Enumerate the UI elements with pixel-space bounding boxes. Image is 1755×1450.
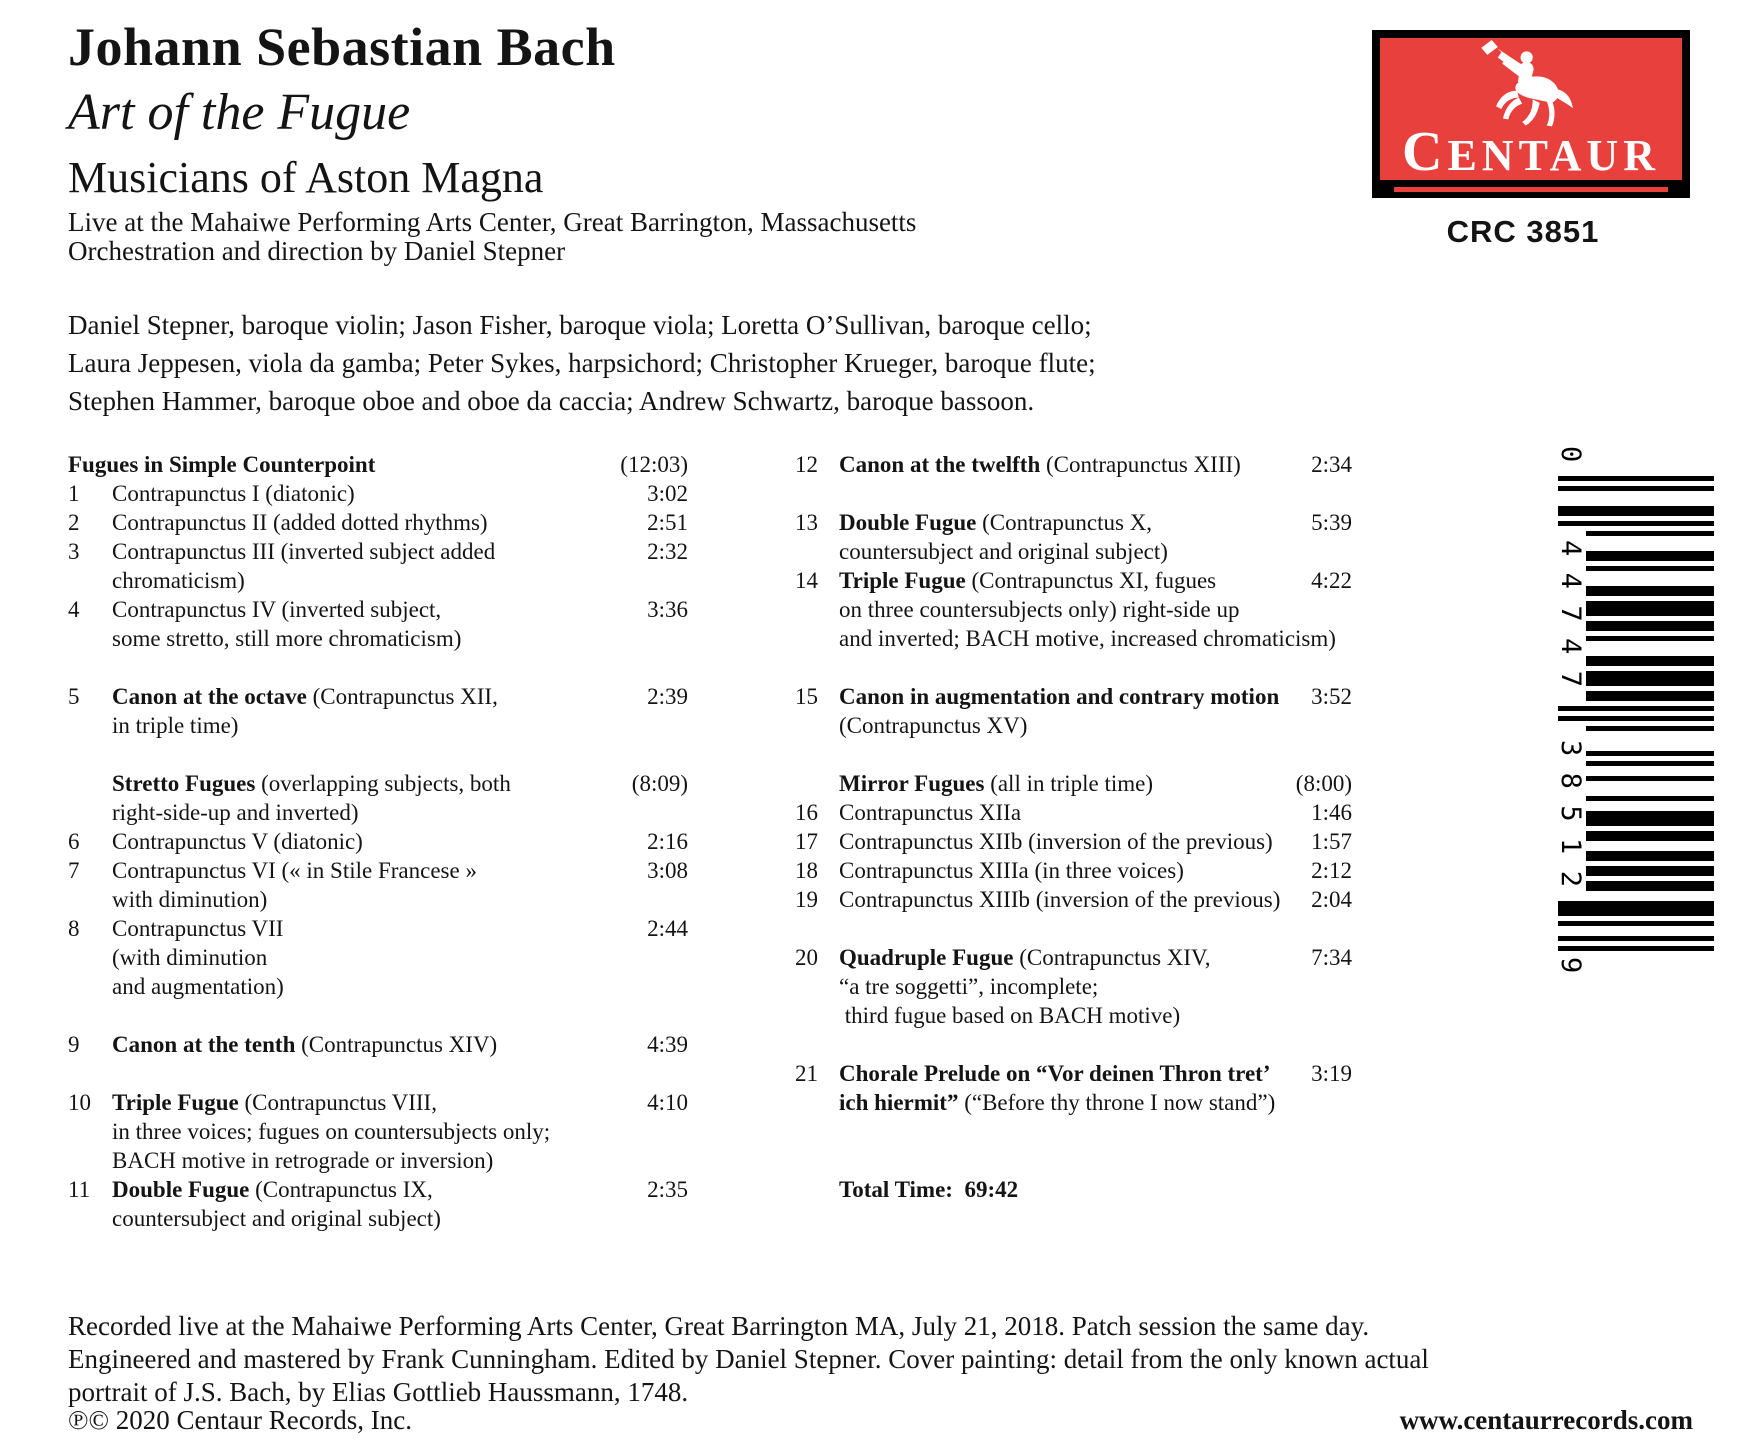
upc-barcode [1550,446,1714,991]
track-title: Contrapunctus VII [112,916,284,941]
track-duration: (8:00) [1295,771,1352,796]
track-entry [795,827,1352,856]
track-title: and inverted; BACH motive, increased chromaticism) [839,626,1336,651]
track-title: third fugue based on BACH motive) [839,1003,1181,1028]
track-entry [68,479,688,508]
label-name: CENTAUR [1402,121,1660,183]
track-continuation-line [795,624,1352,653]
track-number: 18 [795,858,818,883]
track-title: Chorale Prelude on “Vor deinen Thron tret’ [839,1061,1271,1086]
track-line [795,856,1352,885]
track-number: 13 [795,510,818,535]
direction-line: Orchestration and direction by Daniel Stepner [68,236,566,266]
credits-line: Recorded live at the Mahaiwe Performing Arts Center, Great Barrington MA, July 21, 2018. Patch session the same day. [68,1311,1370,1341]
track-line [68,479,688,508]
track-duration: 4:39 [647,1032,688,1057]
track-duration: (8:09) [631,771,688,796]
track-entry [68,508,688,537]
track-continuation-line [68,1117,688,1146]
composer-name: Johann Sebastian Bach [68,17,616,77]
track-line [68,682,688,711]
barcode-digit-system: 0 [1555,446,1586,463]
track-line [68,856,688,885]
track-title: Contrapunctus II (added dotted rhythms) [112,510,488,535]
track-number: 21 [795,1061,818,1086]
track-duration: 3:36 [647,597,688,622]
track-entry [68,595,688,653]
track-number: 17 [795,829,818,854]
track-continuation-line [68,711,688,740]
track-number: 12 [795,452,818,477]
track-title: Total Time: 69:42 [839,1177,1019,1202]
track-duration: 2:51 [647,510,688,535]
barcode-digits-left-group: 4 4 7 4 7 [1555,540,1586,687]
track-continuation-line [68,1146,688,1175]
track-duration: 2:39 [647,684,688,709]
track-title: Contrapunctus VI (« in Stile Francese » [112,858,477,883]
track-continuation-line [795,1001,1352,1030]
track-number: 4 [68,597,80,622]
track-line [795,885,1352,914]
track-entry [68,450,688,479]
track-title: some stretto, still more chromaticism) [112,626,462,651]
track-title: in three voices; fugues on countersubjects only; [112,1119,551,1144]
track-continuation-line [68,972,688,1001]
album-title: Art of the Fugue [68,84,411,141]
track-line [795,682,1352,711]
performers-line: Stephen Hammer, baroque oboe and oboe da caccia; Andrew Schwartz, baroque bassoon. [68,386,1035,416]
tracklist-left-column [68,450,688,1233]
ensemble-name: Musicians of Aston Magna [68,153,544,202]
track-number: 7 [68,858,80,883]
tracklist-right-column [795,450,1352,1204]
track-title: Contrapunctus I (diatonic) [112,481,355,506]
centaur-trumpeter-icon [1479,40,1584,136]
track-line [68,508,688,537]
barcode-check-digit: 9 [1555,957,1586,974]
track-entry [795,943,1352,1030]
track-title: Canon in augmentation and contrary motion [839,684,1280,709]
track-title: Canon at the tenth (Contrapunctus XIV) [112,1032,498,1057]
track-number: 6 [68,829,80,854]
track-title: Contrapunctus XIIa [839,800,1022,825]
track-line [68,537,688,566]
track-continuation-line [795,972,1352,1001]
track-entry [68,682,688,740]
track-duration: 3:52 [1311,684,1352,709]
track-title: Contrapunctus IV (inverted subject, [112,597,442,622]
track-line [795,769,1352,798]
track-duration: 1:46 [1311,800,1352,825]
track-number: 9 [68,1032,80,1057]
track-number: 14 [795,568,818,593]
track-entry [68,856,688,914]
track-number: 19 [795,887,818,912]
track-line [795,1175,1352,1204]
track-duration: 3:08 [647,858,688,883]
track-entry [795,885,1352,914]
track-number: 11 [68,1177,91,1202]
track-duration: 2:16 [647,829,688,854]
track-title: Contrapunctus XIIb (inversion of the previous) [839,829,1273,854]
track-number: 2 [68,510,80,535]
track-entry [795,1175,1352,1204]
track-continuation-line [795,1088,1352,1117]
barcode-digits-right-group: 3 8 5 1 2 [1555,740,1586,887]
track-line [68,1175,688,1204]
credits-line: portrait of J.S. Bach, by Elias Gottlieb Haussmann, 1748. [68,1377,689,1407]
credits-line: Engineered and mastered by Frank Cunningham. Edited by Daniel Stepner. Cover painting: detail from the only known actual [68,1344,1429,1374]
track-entry [795,856,1352,885]
track-duration: (12:03) [620,452,688,477]
track-number: 15 [795,684,818,709]
track-entry [795,1059,1352,1117]
track-number: 8 [68,916,80,941]
album-header [68,16,1318,266]
logo-red-panel [1380,38,1682,183]
track-line [795,450,1352,479]
track-entry [68,1030,688,1059]
track-entry [795,508,1352,566]
track-number: 20 [795,945,818,970]
track-line [68,914,688,943]
track-number: 1 [68,481,80,506]
track-entry [68,1175,688,1233]
track-continuation-line [68,798,688,827]
recording-credits [68,1310,1698,1409]
performers-line: Daniel Stepner, baroque violin; Jason Fisher, baroque viola; Loretta O’Sullivan, baroque cello; [68,310,1092,340]
track-duration: 2:35 [647,1177,688,1202]
track-duration: 4:10 [647,1090,688,1115]
track-entry [68,537,688,595]
track-entry [68,914,688,1001]
track-line [795,827,1352,856]
track-title: Triple Fugue (Contrapunctus XI, fugues [839,568,1217,593]
track-duration: 5:39 [1311,510,1352,535]
track-duration: 2:34 [1311,452,1352,477]
track-line [68,1030,688,1059]
track-title: right-side-up and inverted) [112,800,359,825]
performers-line: Laura Jeppesen, viola da gamba; Peter Sykes, harpsichord; Christopher Krueger, baroque flute; [68,348,1096,378]
track-title: Contrapunctus XIIIa (in three voices) [839,858,1184,883]
track-duration: 2:04 [1311,887,1352,912]
track-entry [795,798,1352,827]
track-entry [795,682,1352,740]
track-title: Stretto Fugues (overlapping subjects, both [112,771,511,796]
track-duration: 4:22 [1311,568,1352,593]
track-title: chromaticism) [112,568,245,593]
track-line [68,827,688,856]
track-title: Contrapunctus III (inverted subject added [112,539,496,564]
track-entry [68,769,688,827]
track-title: ich hiermit” (“Before thy throne I now stand”) [839,1090,1276,1115]
track-line [68,1088,688,1117]
track-continuation-line [68,566,688,595]
track-title: with diminution) [112,887,268,912]
track-title: countersubject and original subject) [839,539,1168,564]
track-duration: 3:02 [647,481,688,506]
track-title: Double Fugue (Contrapunctus X, [839,510,1153,535]
copyright-line: ℗© 2020 Centaur Records, Inc. [68,1405,412,1435]
track-number: 10 [68,1090,91,1115]
track-line [68,595,688,624]
track-duration: 2:12 [1311,858,1352,883]
track-line [795,566,1352,595]
centaur-records-logo [1372,30,1690,198]
track-title: on three countersubjects only) right-side up [839,597,1240,622]
track-entry [795,450,1352,479]
track-title: Double Fugue (Contrapunctus IX, [112,1177,433,1202]
track-title: and augmentation) [112,974,284,999]
track-entry [795,566,1352,653]
track-title: Canon at the octave (Contrapunctus XII, [112,684,498,709]
track-number: 16 [795,800,818,825]
track-title: in triple time) [112,713,239,738]
performers-credits [68,306,1368,420]
track-number: 3 [68,539,80,564]
venue-line: Live at the Mahaiwe Performing Arts Center, Great Barrington, Massachusetts [68,207,917,237]
track-entry [795,769,1352,798]
track-number: 5 [68,684,80,709]
label-website: www.centaurrecords.com [1399,1405,1693,1435]
track-line [795,798,1352,827]
track-line [795,943,1352,972]
track-title: Contrapunctus V (diatonic) [112,829,363,854]
track-title: Fugues in Simple Counterpoint [68,452,376,477]
track-title: Canon at the twelfth (Contrapunctus XIII) [839,452,1241,477]
track-continuation-line [68,885,688,914]
track-title: countersubject and original subject) [112,1206,441,1231]
track-continuation-line [68,624,688,653]
track-line [795,1059,1352,1088]
track-title: Quadruple Fugue (Contrapunctus XIV, [839,945,1211,970]
track-title: (Contrapunctus XV) [839,713,1028,738]
track-continuation-line [68,943,688,972]
track-line [68,769,688,798]
track-entry [68,827,688,856]
track-duration: 2:44 [647,916,688,941]
track-duration: 7:34 [1311,945,1352,970]
track-continuation-line [795,595,1352,624]
logo-stripe [1394,187,1668,192]
track-title: Triple Fugue (Contrapunctus VIII, [112,1090,437,1115]
track-title: BACH motive in retrograde or inversion) [112,1148,494,1173]
track-title: “a tre soggetti”, incomplete; [839,974,1099,999]
track-continuation-line [795,711,1352,740]
track-continuation-line [68,1204,688,1233]
track-duration: 3:19 [1311,1061,1352,1086]
track-continuation-line [795,537,1352,566]
track-title: (with diminution [112,945,268,970]
track-duration: 2:32 [647,539,688,564]
track-line [795,508,1352,537]
track-title: Mirror Fugues (all in triple time) [839,771,1154,796]
track-duration: 1:57 [1311,829,1352,854]
track-entry [68,1088,688,1175]
track-line [68,450,688,479]
catalog-number: CRC 3851 [1446,214,1600,249]
track-title: Contrapunctus XIIIb (inversion of the previous) [839,887,1281,912]
